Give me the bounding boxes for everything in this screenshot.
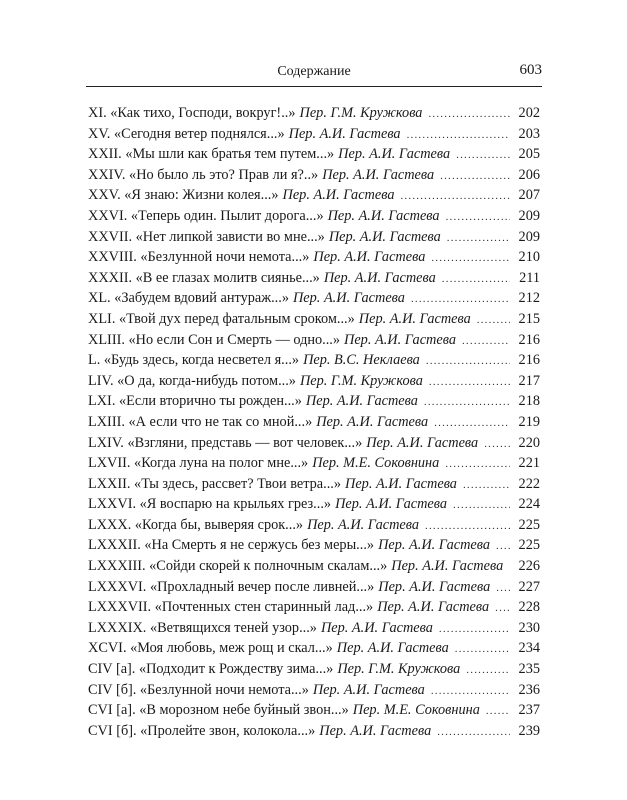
toc-entry	[88, 352, 540, 373]
toc-entry	[88, 311, 540, 332]
toc-entry	[88, 702, 540, 723]
toc-entry-title: LXXXIII. «Сойди скорей к полночным скалам...»	[88, 558, 388, 575]
toc-entry	[88, 579, 540, 600]
dot-leader	[437, 726, 510, 738]
toc-entry-translator: Пер. Г.М. Кружкова	[299, 105, 423, 121]
toc-entry	[88, 476, 540, 497]
toc-entry	[88, 126, 540, 147]
dot-leader	[496, 540, 510, 552]
dot-leader	[428, 108, 510, 120]
toc-entry-title: LXXXVII. «Почтенных стен старинный лад...»	[88, 599, 374, 616]
dot-leader	[407, 129, 510, 141]
toc-entry-page: 236	[518, 681, 540, 698]
toc-entry-page: 224	[518, 496, 540, 513]
toc-entry-translator: Пер. А.И. Гастева	[292, 290, 405, 307]
toc-entry-title: LXXII. «Ты здесь, рассвет? Твои ветра...»	[88, 475, 341, 492]
toc-entry-page: 225	[518, 516, 540, 533]
dot-leader	[509, 561, 510, 573]
toc-entry-page: 209	[518, 207, 540, 224]
toc-entry-page: 207	[518, 187, 540, 204]
toc-entry-translator: Пер. А.И. Гастева	[377, 599, 490, 616]
dot-leader	[486, 705, 510, 717]
toc-entry-title: XXIV. «Но было ль это? Прав ли я?..»	[88, 166, 319, 183]
toc-entry	[88, 373, 540, 394]
toc-entry-translator: Пер. А.И. Гастева	[288, 125, 401, 142]
toc-entry	[88, 620, 540, 641]
toc-entry	[88, 229, 540, 250]
toc-entry-title: XXII. «Мы шли как братья тем путем...»	[88, 146, 335, 163]
page-number: 603	[519, 62, 542, 78]
toc-entry-translator: Пер. Г.М. Кружкова	[337, 661, 461, 678]
toc-entry	[88, 290, 540, 311]
toc-entry-translator: Пер. А.И. Гастева	[313, 249, 426, 266]
toc-entry-title: LIV. «О да, когда-нибудь потом...»	[88, 372, 296, 389]
toc-entry-page: 237	[518, 702, 540, 719]
dot-leader	[484, 438, 510, 450]
toc-entry-title: CIV [а]. «Подходит к Рождеству зима...»	[88, 661, 334, 678]
toc-entry-translator: Пер. А.И. Гастева	[305, 393, 418, 410]
toc-entry-page: 227	[518, 578, 540, 595]
toc-entry-translator: Пер. А.И. Гастева	[338, 146, 451, 163]
toc-entry-page: 226	[518, 558, 540, 575]
toc-entry-translator: Пер. А.И. Гастева	[322, 166, 435, 183]
toc-entry	[88, 537, 540, 558]
toc-entry	[88, 435, 540, 456]
toc-entry-translator: Пер. А.И. Гастева	[378, 537, 491, 554]
toc-entry-translator: Пер. А.И. Гастева	[316, 413, 429, 430]
toc-entry-page: 216	[518, 331, 540, 348]
toc-entry-page: 218	[518, 393, 540, 410]
toc-entry-title: LXXXVI. «Прохладный вечер после ливней...»	[88, 578, 375, 595]
dot-leader	[463, 479, 510, 491]
toc-entry-translator: Пер. А.И. Гастева	[344, 331, 456, 348]
toc-entry	[88, 187, 540, 208]
toc-entry-translator: Пер. А.И. Гастева	[358, 310, 471, 327]
dot-leader	[426, 355, 510, 367]
toc-entry-title: XXVI. «Теперь один. Пылит дорога...»	[88, 207, 324, 224]
toc-entry-title: XLIII. «Но если Сон и Смерть — одно...»	[88, 331, 341, 348]
toc-entry-page: 211	[519, 269, 540, 286]
toc-entry-title: XLI. «Твой дух перед фатальным сроком...»	[88, 310, 355, 327]
dot-leader	[431, 685, 510, 697]
toc-entry	[88, 455, 540, 476]
toc-entry-translator: Пер. А.И. Гастева	[282, 187, 395, 204]
toc-entry-page: 230	[518, 619, 540, 636]
dot-leader	[477, 314, 510, 326]
toc-entry-title: CIV [б]. «Безлунной ночи немота...»	[88, 681, 309, 698]
toc-entry-title: CVI [б]. «Пролейте звон, колокола...»	[88, 722, 316, 739]
toc-entry-translator: Пер. А.И. Гастева	[391, 558, 504, 575]
toc-entry-title: XXVII. «Нет липкой зависти во мне...»	[88, 228, 325, 245]
toc-entry-translator: Пер. А.И. Гастева	[319, 722, 432, 739]
toc-entry-page: 239	[518, 722, 540, 739]
toc-entry-title: LXI. «Если вторично ты рожден...»	[88, 393, 302, 410]
toc-entry-title: LXVII. «Когда луна на полог мне...»	[88, 455, 309, 472]
dot-leader	[424, 396, 510, 408]
toc-entry-title: XXXII. «В ее глазах молитв сиянье...»	[88, 269, 320, 286]
toc-entry-page: 216	[518, 352, 540, 369]
toc-entry-title: XCVI. «Моя любовь, меж рощ и скал...»	[88, 640, 333, 657]
toc-entry	[88, 640, 540, 661]
dot-leader	[453, 499, 510, 511]
toc-entry-translator: Пер. А.И. Гастева	[328, 228, 441, 245]
toc-entry-page: 222	[518, 475, 540, 492]
dot-leader	[434, 417, 510, 429]
toc-entry-translator: Пер. А.И. Гастева	[378, 578, 491, 595]
toc-entry-title: LXIII. «А если что не так со мной...»	[88, 413, 313, 430]
toc-entry-title: XXV. «Я знаю: Жизни колея...»	[88, 187, 279, 204]
toc-entry-title: LXXXII. «На Смерть я не сержусь без меры...»	[88, 537, 375, 554]
dot-leader	[425, 520, 510, 532]
dot-leader	[495, 602, 510, 614]
toc-entry-title: XV. «Сегодня ветер поднялся...»	[88, 125, 285, 142]
toc-entry-translator: Пер. А.И. Гастева	[335, 496, 448, 513]
toc-entry-title: XXVIII. «Безлунной ночи немота...»	[88, 249, 310, 266]
toc-entry-translator: Пер. А.И. Гастева	[323, 269, 436, 286]
toc-entry-translator: Пер. А.И. Гастева	[307, 516, 420, 533]
toc-entry	[88, 517, 540, 538]
dot-leader	[431, 252, 510, 264]
running-header	[86, 58, 542, 87]
toc-entry	[88, 105, 540, 126]
dot-leader	[439, 623, 510, 635]
toc-entry-page: 220	[518, 434, 540, 451]
toc-entry-translator: Пер. М.Е. Соковнина	[312, 455, 440, 472]
dot-leader	[462, 335, 510, 347]
running-header-title: Содержание	[277, 64, 351, 79]
toc-entry-page: 209	[518, 228, 540, 245]
toc-entry	[88, 332, 540, 353]
dot-leader	[456, 149, 510, 161]
toc-entry	[88, 393, 540, 414]
toc-entry-title: LXIV. «Взгляни, представь — вот человек...»	[88, 434, 363, 451]
dot-leader	[440, 170, 510, 182]
toc-entry	[88, 496, 540, 517]
dot-leader	[442, 273, 510, 285]
toc-entry-page: 205	[518, 146, 540, 163]
toc-entry-page: 221	[518, 455, 540, 472]
toc-entry-translator: Пер. М.Е. Соковнина	[352, 702, 480, 719]
dot-leader	[496, 582, 510, 594]
toc-entry	[88, 661, 540, 682]
toc-entry	[88, 723, 540, 744]
dot-leader	[445, 458, 510, 470]
dot-leader	[446, 211, 510, 223]
toc-entry	[88, 599, 540, 620]
toc-entry-translator: Пер. А.И. Гастева	[327, 207, 440, 224]
toc-entry	[88, 167, 540, 188]
toc-entry-translator: Пер. А.И. Гастева	[320, 619, 433, 636]
toc-entry-title: XL. «Забудем вдовий антураж...»	[88, 290, 289, 307]
toc-entry-title: LXXVI. «Я воспарю на крыльях грез...»	[88, 496, 332, 513]
dot-leader	[455, 643, 510, 655]
toc-entry	[88, 558, 540, 579]
table-of-contents	[88, 105, 540, 743]
toc-entry-title: CVI [а]. «В морозном небе буйный звон...»	[88, 702, 349, 719]
toc-entry-title: L. «Будь здесь, когда несветел я...»	[88, 352, 300, 369]
toc-entry-page: 217	[518, 372, 540, 389]
toc-entry-translator: Пер. В.С. Неклаева	[303, 352, 420, 369]
toc-entry-translator: Пер. А.И. Гастева	[312, 681, 425, 698]
toc-entry	[88, 270, 540, 291]
dot-leader	[429, 376, 510, 388]
toc-entry-title: LXXXIX. «Ветвящихся теней узор...»	[88, 619, 317, 636]
toc-entry-page: 202	[518, 105, 540, 121]
toc-entry-page: 235	[518, 661, 540, 678]
toc-entry	[88, 414, 540, 435]
toc-entry-page: 203	[518, 125, 540, 142]
toc-entry	[88, 146, 540, 167]
toc-entry-page: 206	[518, 166, 540, 183]
toc-entry-page: 225	[518, 537, 540, 554]
toc-entry-translator: Пер. А.И. Гастева	[366, 434, 479, 451]
dot-leader	[400, 190, 510, 202]
toc-entry-translator: Пер. А.И. Гастева	[345, 475, 457, 492]
toc-entry-title: XI. «Как тихо, Господи, вокруг!..»	[88, 105, 296, 121]
toc-entry-page: 219	[518, 413, 540, 430]
toc-entry-page: 210	[518, 249, 540, 266]
dot-leader	[447, 232, 510, 244]
toc-entry	[88, 682, 540, 703]
dot-leader	[466, 664, 510, 676]
toc-entry-page: 212	[518, 290, 540, 307]
toc-entry-translator: Пер. Г.М. Кружкова	[299, 372, 423, 389]
toc-entry-page: 228	[518, 599, 540, 616]
toc-entry	[88, 208, 540, 229]
toc-entry-page: 234	[518, 640, 540, 657]
toc-entry-title: LXXX. «Когда бы, выверяя срок...»	[88, 516, 304, 533]
toc-entry	[88, 249, 540, 270]
toc-entry-translator: Пер. А.И. Гастева	[336, 640, 449, 657]
dot-leader	[411, 293, 510, 305]
toc-entry-page: 215	[518, 310, 540, 327]
